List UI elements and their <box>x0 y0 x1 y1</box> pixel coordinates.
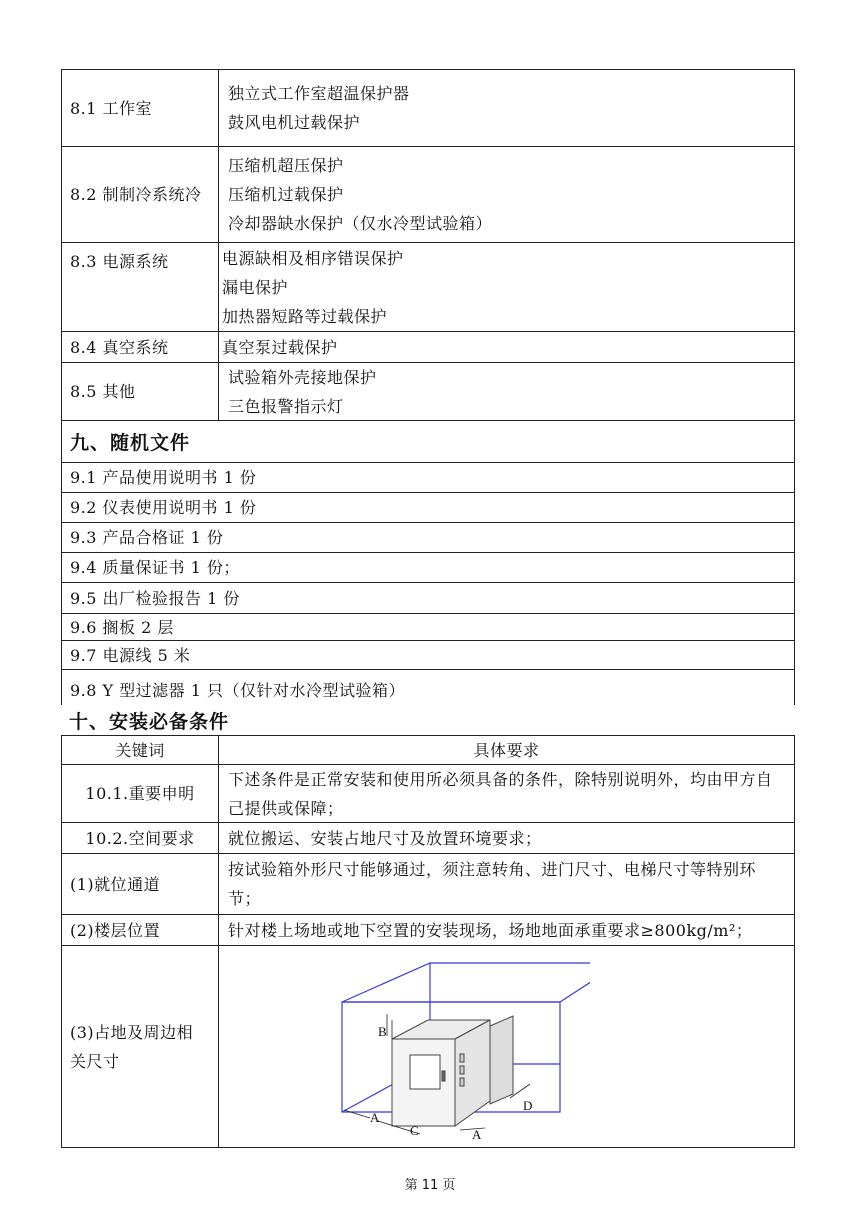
row-value <box>219 854 794 914</box>
label-b: B <box>378 1024 388 1039</box>
list-item <box>61 463 795 493</box>
row-value <box>219 332 794 362</box>
table-row <box>61 823 795 854</box>
list-item-text: 9.2 仪表使用说明书 1 份 <box>70 498 257 517</box>
value-line: 独立式工作室超温保护器 <box>228 84 410 103</box>
row-key: 8.3 电源系统 <box>62 243 219 331</box>
row-value-text: 就位搬运、安装占地尺寸及放置环境要求； <box>228 828 542 848</box>
value-line: 真空泵过载保护 <box>222 337 338 357</box>
value-line: 三色报警指示灯 <box>228 396 344 416</box>
row-key: 10.1.重要申明 <box>62 765 219 822</box>
section-title: 十、安装必备条件 <box>69 710 230 733</box>
list-item <box>61 523 795 553</box>
row-value-text: 下述条件是正常安装和使用所必须具备的条件，除特别说明外，均由甲方自己提供或保障； <box>228 769 773 818</box>
list-item-text: 9.4 质量保证书 1 份； <box>70 558 240 577</box>
value-line: 鼓风电机过载保护 <box>228 113 361 132</box>
list-item <box>61 641 795 670</box>
row-value <box>219 70 794 146</box>
row-key-text: (3)占地及周边相关尺寸 <box>70 1023 194 1071</box>
row-value <box>219 765 794 822</box>
list-item <box>61 583 795 614</box>
list-item-text: 9.6 搁板 2 层 <box>70 617 174 637</box>
label-d: D <box>523 1098 533 1113</box>
row-value <box>219 915 794 945</box>
value-line: 漏电保护 <box>222 277 289 297</box>
protection-row <box>61 243 795 332</box>
list-item-text: 9.3 产品合格证 1 份 <box>70 528 224 547</box>
row-key: 8.2 制制冷系统冷 <box>62 147 219 242</box>
row-value <box>219 946 794 1147</box>
row-value-text: 按试验箱外形尺寸能够通过，须注意转角、进门尺寸、电梯尺寸等特别环节； <box>228 860 757 908</box>
page-footer: 第 11 页 <box>404 1178 456 1193</box>
value-line: 压缩机超压保护 <box>228 156 344 175</box>
row-key: (1)就位通道 <box>62 854 219 914</box>
list-item <box>61 493 795 523</box>
row-value-text: 针对楼上场地或地下空置的安装现场，场地地面承重要求≥800kg/m²； <box>228 920 753 940</box>
list-item-text: 9.1 产品使用说明书 1 份 <box>70 468 257 487</box>
list-item <box>61 670 795 705</box>
row-key <box>62 946 219 1147</box>
protection-row <box>61 363 795 421</box>
protection-row <box>61 332 795 363</box>
row-value <box>219 147 794 242</box>
list-item <box>61 553 795 583</box>
value-line: 电源缺相及相序错误保护 <box>222 248 404 268</box>
table-row <box>61 915 795 946</box>
value-line: 冷却器缺水保护（仅水冷型试验箱） <box>228 214 493 233</box>
value-line: 试验箱外壳接地保护 <box>228 367 377 387</box>
section-heading-row <box>61 421 795 463</box>
document-table <box>61 69 795 1148</box>
row-key: 8.4 真空系统 <box>62 332 219 362</box>
label-c: C <box>410 1123 420 1138</box>
label-a-right: A <box>472 1127 482 1142</box>
table-row <box>61 765 795 823</box>
value-line: 压缩机过载保护 <box>228 185 344 204</box>
section-title: 九、随机文件 <box>70 432 191 454</box>
row-key: 8.5 其他 <box>62 363 219 420</box>
value-line: 加热器短路等过载保护 <box>222 306 388 326</box>
installation-clearance-diagram <box>330 946 590 1148</box>
row-value <box>219 363 794 420</box>
row-key: 8.1 工作室 <box>62 70 219 146</box>
label-a-left: A <box>370 1110 380 1125</box>
row-key: 10.2.空间要求 <box>62 823 219 853</box>
list-item-text: 9.5 出厂检验报告 1 份 <box>70 588 240 608</box>
row-value <box>219 243 794 331</box>
protection-row <box>61 147 795 243</box>
header-key: 关键词 <box>62 736 219 764</box>
list-item-text: 9.7 电源线 5 米 <box>70 645 191 665</box>
header-value: 具体要求 <box>473 740 540 760</box>
row-value <box>219 823 794 853</box>
table-row <box>61 946 795 1148</box>
protection-row <box>61 69 795 147</box>
table-header <box>61 735 795 765</box>
list-item <box>61 614 795 641</box>
table-row <box>61 854 795 915</box>
row-key: (2)楼层位置 <box>62 915 219 945</box>
list-item-text: 9.8 Y 型过滤器 1 只（仅针对水冷型试验箱） <box>70 681 406 700</box>
